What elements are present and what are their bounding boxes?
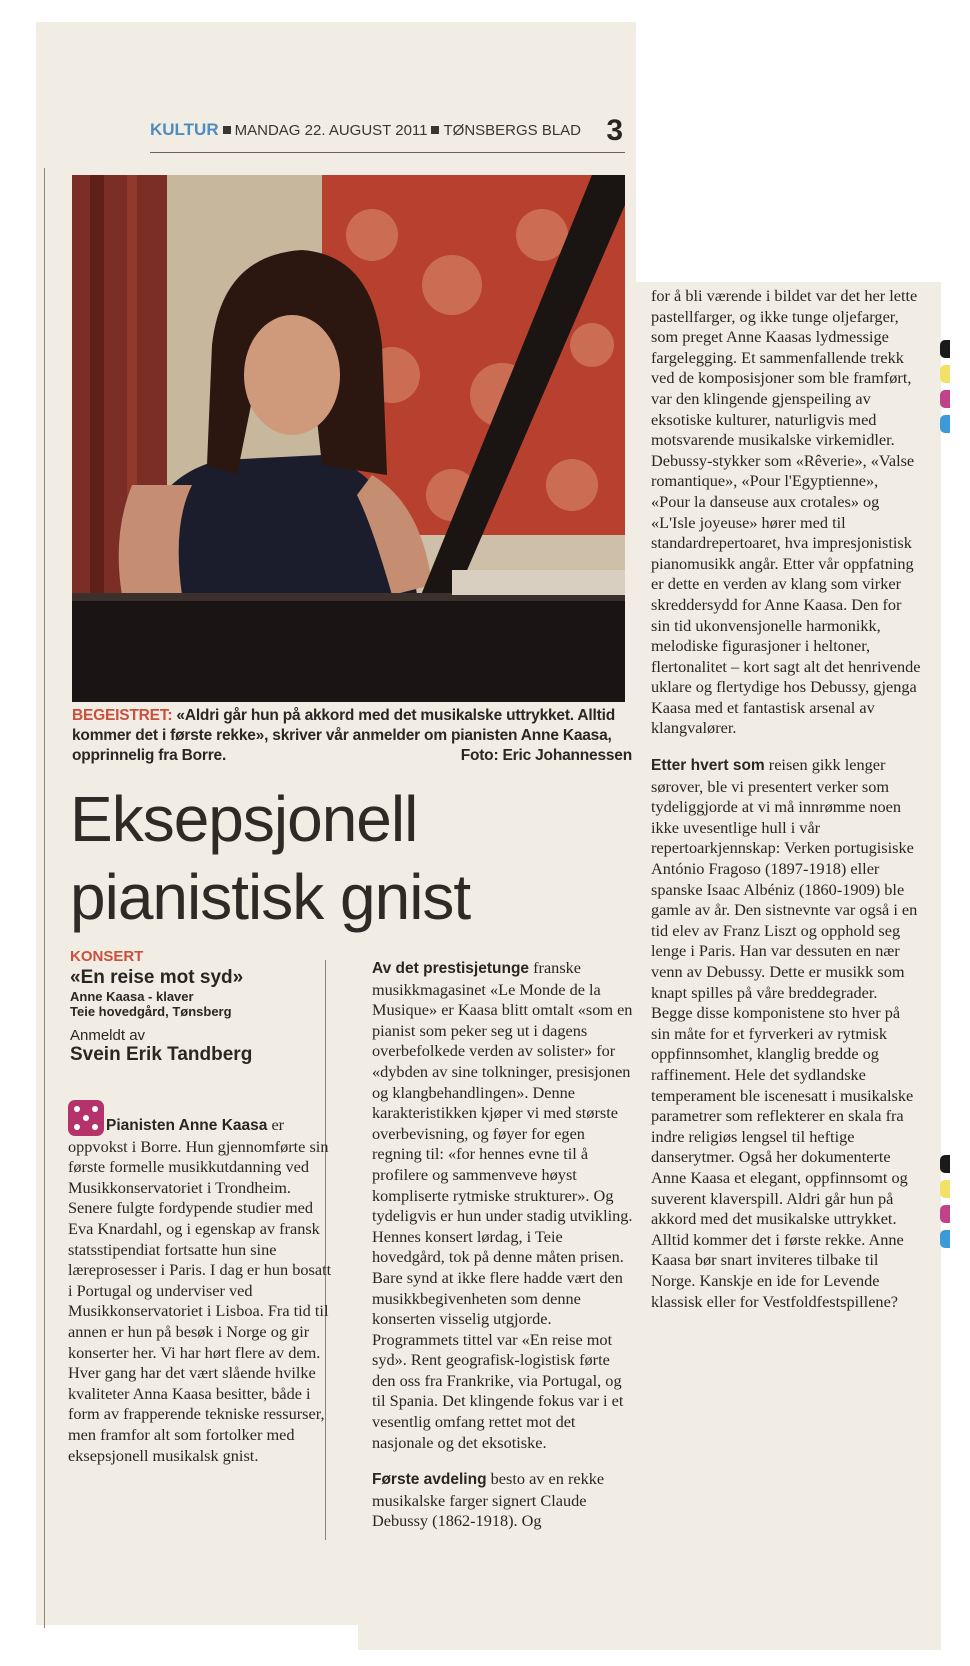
photo-pianist (72, 175, 625, 702)
article-column-1 (68, 1100, 338, 1482)
reviewed-by-prefix: Anmeldt av (70, 1027, 146, 1044)
newspaper-name: TØNSBERGS BLAD (443, 122, 582, 139)
venue: Teie hovedgård, Tønsberg (70, 1004, 232, 1019)
square-bullet-icon (223, 126, 231, 134)
paragraph-lead: Av det prestisjetunge (372, 960, 530, 977)
caption-text: «Aldri går hun på akkord med det musikalske uttrykket. Alltid kommer det i første rekke», skriver vår anmelder om pianisten Anne Kaasa, opprinnelig fra Borre. (72, 707, 615, 764)
registration-mark-icon (940, 340, 950, 358)
review-info-box (70, 948, 345, 1066)
headline-line-2: pianistisk gnist (70, 861, 471, 933)
paragraph-lead: Pianisten Anne Kaasa (106, 1117, 268, 1134)
paragraph (372, 958, 634, 1453)
paragraph (651, 755, 921, 1312)
article-column-3 (651, 286, 921, 1328)
registration-mark-icon (940, 365, 950, 383)
registration-mark-icon (940, 1230, 950, 1248)
registration-mark-icon (940, 1180, 950, 1198)
registration-mark-icon (940, 1205, 950, 1223)
caption-kicker: BEGEISTRET: (72, 707, 173, 724)
paragraph-text: besto av en rekke musikalske farger signert Claude Debussy (1862-1918). Og (372, 1469, 605, 1531)
registration-mark-icon (940, 390, 950, 408)
reviewer-name: Svein Erik Tandberg (70, 1044, 253, 1065)
dice-rating-icon (68, 1100, 104, 1136)
section-label: KULTUR (150, 120, 219, 139)
headline-line-1: Eksepsjonell (70, 783, 418, 855)
paragraph-text: reisen gikk lenger sørover, ble vi presentert verker som tydeliggjorde at vi må innrømme noen ikke uvesentlige hull i vår repertoarkjennskap: Verken portugisiske António Fragoso (1897-1918) eller spanske Isaac Albéniz (1860-1909) ble gamle av år. Den sistnevnte var også i en tid elev av Franz Liszt og opphold seg lenge i Paris. Han var dessuten en nær venn av Debussy. Dette er musikk som knapt spilles på våre breddegrader. Begge disse komponistene sto hver på sin måte for et fyrverkeri av rytmisk oppfinnsomhet, klanglig bredde og raffinement. Hele det sydlandske temperament ble iscenesatt i musikalske parametrer som reflekterer en skala fra indre religiøs lengsel til heftige danserytmer. Også her dokumenterte Anne Kaasa et elegant, oppfinnsomt og suverent klaverspill. Aldri går hun på akkord med det musikalske uttrykket. Alltid kommer det i første rekke. Anne Kaasa bør snart inviteres tilbake til Norge. Kanskje en ide for Levende klassisk eller for Vestfoldfestspillene? (651, 755, 918, 1311)
paragraph-lead: Første avdeling (372, 1471, 487, 1489)
paragraph-text: for å bli værende i bildet var det her lette pastellfarger, og ikke tunge oljefarger, som preget Anne Kaasas lydmessige fargelegging. Et sammenfallende trekk ved de komposisjoner som ble framført, var den klingende gjenspeiling av eksotiske kulturer, naturligvis med motsvarende musikalske virkemidler. Debussy-stykker som «Rêverie», «Valse romantique», «Pour l'Egyptienne», «Pour la danseuse aux crotales» og «L'Isle joyeuse» hører med til standardrepertoaret, hva impresjonistisk pianomusikk angår. Etter vår oppfatning er dette en verden av klang som virker skreddersydd for Anne Kaasa. Den for sin tid ukonvensjonelle harmonikk, melodiske figurasjoner i heltoner, flertonalitet – kort sagt alt det henrivende uklare og flertydige hos Debussy, gjenga Kaasa med et fantastisk arsenal av klangvalører. (651, 286, 921, 738)
square-bullet-icon (431, 126, 439, 134)
masthead (150, 114, 625, 153)
photo-credit: Foto: Eric Johannessen (460, 747, 632, 764)
concert-title: «En reise mot syd» (70, 967, 244, 988)
paragraph-text: franske musikkmagasinet «Le Monde de la Musique» er Kaasa blitt omtalt «som en pianist som peker seg ut i dagens overbefolkede verden av solister» for «dybden av sine tolkninger, presisjonen og klangbehandlingen». Denne karakteristikken kjøper vi med største overbevisning, og føyer for egen regning til: «for hennes evne til å profilere og sammenveve høyst kompliserte rytmiske strukturer». Og tydeligvis er hun under stadig utvikling. Hennes konsert lørdag, i Teie hovedgård, tok på denne måten prisen. Bare synd at ikke flere hadde vært den musikkbegivenheten som denne konserten visselig utgjorde. Programmets tittel var «En reise mot syd». Rent geografisk-logistisk førte den oss fra Frankrike, via Portugal, og til Spania. Det klingende fokus var i et vesentlig omfang rettet mot det nasjonale og det eksotiske. (372, 958, 633, 1452)
performer: Anne Kaasa - klaver (70, 989, 194, 1004)
issue-date: MANDAG 22. AUGUST 2011 (234, 122, 428, 139)
registration-mark-icon (940, 1155, 950, 1173)
article-column-2 (372, 958, 634, 1548)
photo-pianist-icon (72, 175, 625, 702)
photo-caption (72, 706, 632, 766)
left-column-rule (44, 168, 45, 1628)
paragraph (68, 1100, 338, 1466)
paragraph-lead: Etter hvert som (651, 757, 765, 775)
page-number: 3 (606, 114, 623, 147)
paragraph (372, 1469, 634, 1532)
review-label: KONSERT (70, 948, 144, 965)
paragraph-text: er oppvokst i Borre. Hun gjennomførte sin første formelle musikkutdanning ved Musikkonservatoriet i Trondheim. Senere fulgte fordypende studier med Eva Knardahl, og i egenskap av fransk statsstipendiat fortsatte hun sine læreprosesser i Paris. I dag er hun bosatt i Portugal og underviser ved Musikkonservatoriet i Lisboa. Fra tid til annen er hun på besøk i Norge og gir konserter her. Vi har hørt flere av dem. Hver gang har det vært slående hvilke kvaliteter Anna Kaasa besitter, både i form av frapperende tekniske ressurser, men framfor alt som fortolker med eksepsjonell musikalsk gnist. (68, 1115, 332, 1465)
headline (70, 780, 470, 936)
registration-mark-icon (940, 415, 950, 433)
paragraph (651, 286, 921, 739)
